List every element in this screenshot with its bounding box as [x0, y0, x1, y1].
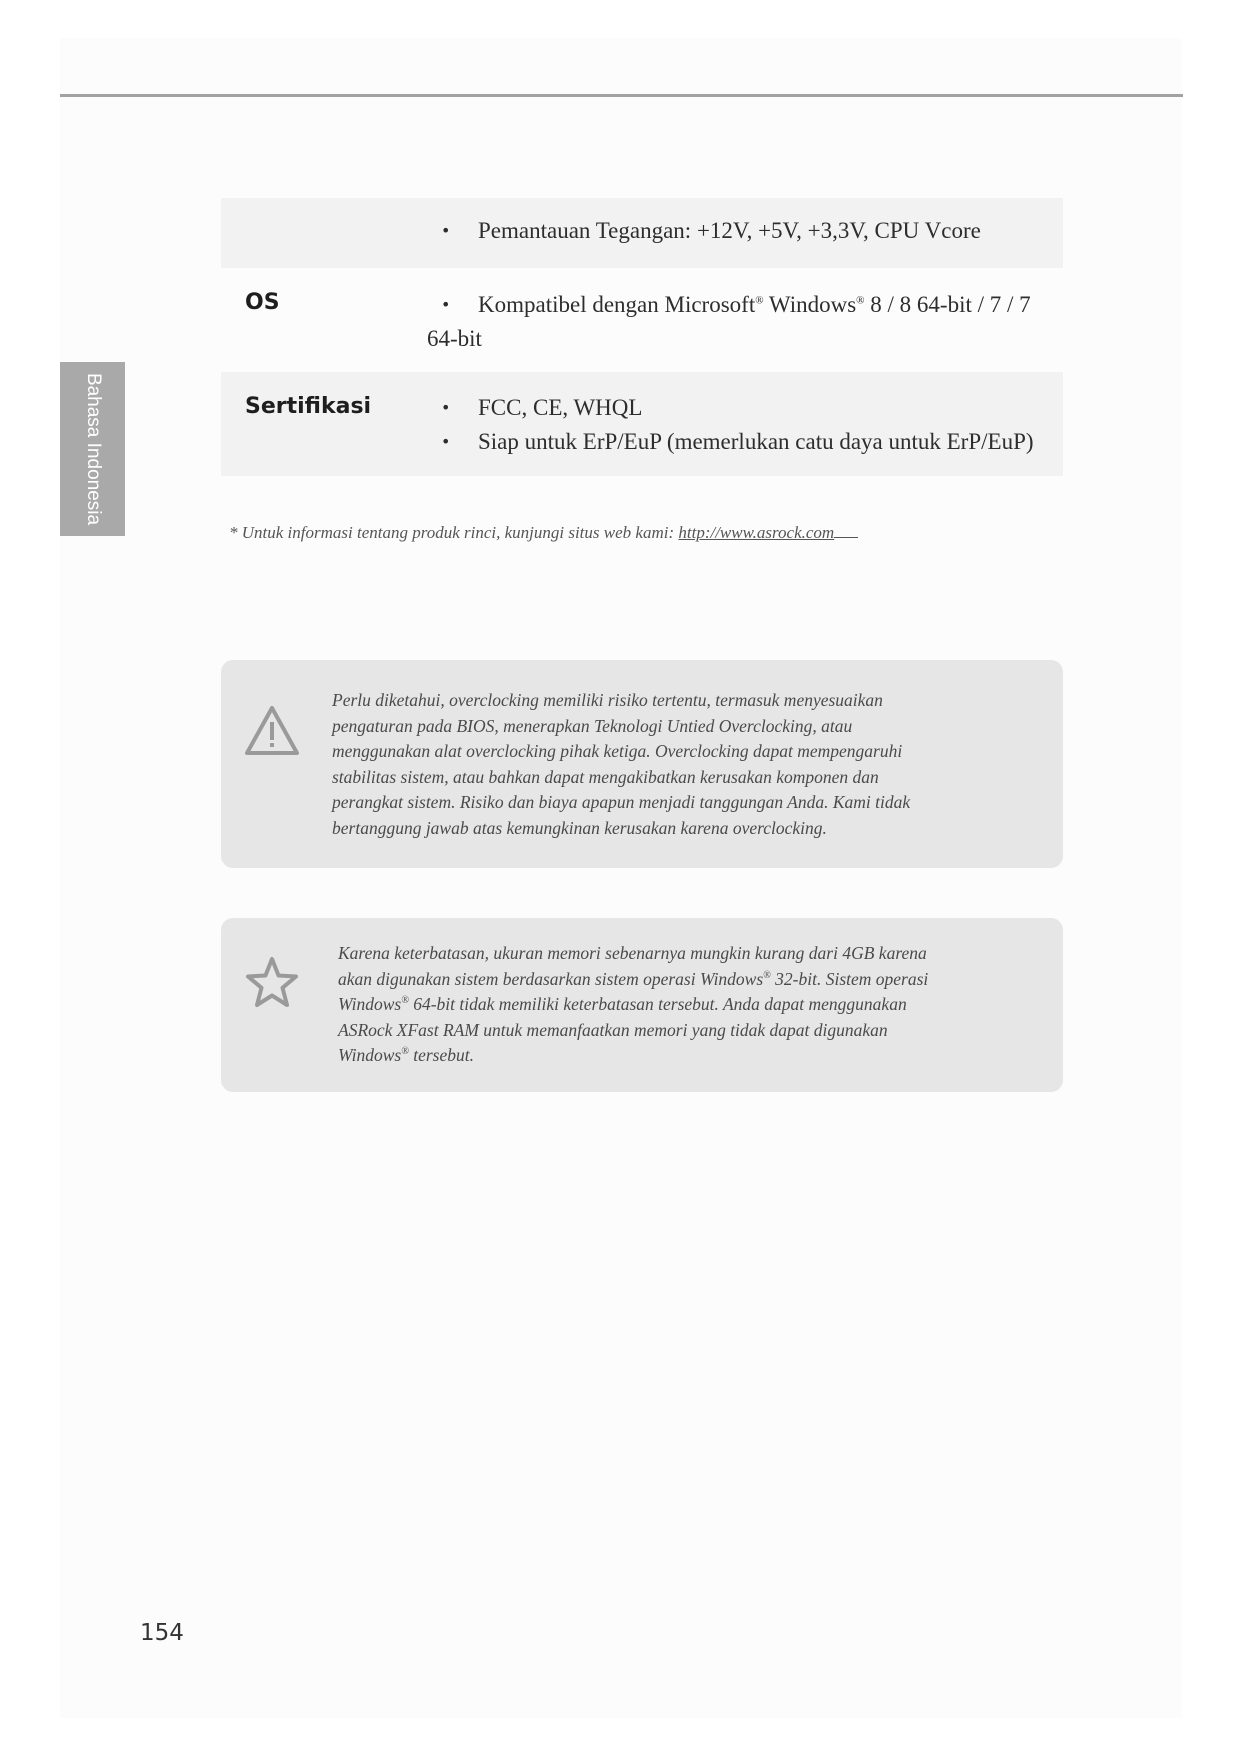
memory-note-line: ASRock XFast RAM untuk memanfaatkan memori yang tidak dapat digunakan — [338, 1019, 888, 1040]
star-icon — [243, 954, 301, 1012]
spec-label-certification: Sertifikasi — [245, 394, 372, 419]
spec-row-voltage — [221, 198, 1063, 268]
spec-item-certification-1 — [441, 391, 1051, 425]
spec-item-text: Kompatibel dengan Microsoft® Windows® 8 / 8 64-bit / 7 / 7 64-bit — [427, 292, 1031, 351]
spec-item-text: Siap untuk ErP/EuP (memerlukan catu daya untuk ErP/EuP) — [478, 429, 1034, 454]
memory-note-line: Windows® tersebut. — [338, 1045, 474, 1065]
spec-item-text: FCC, CE, WHQL — [478, 395, 643, 420]
footnote-text: * Untuk informasi tentang produk rinci, kunjungi situs web kami: — [229, 523, 679, 542]
spec-item-certification-2 — [441, 425, 1061, 459]
warning-triangle-icon — [243, 702, 301, 760]
spec-item-text: Pemantauan Tegangan: +12V, +5V, +3,3V, CPU Vcore — [478, 218, 981, 243]
overclocking-warning-note — [221, 660, 1063, 868]
memory-note-line: Karena keterbatasan, ukuran memori sebenarnya mungkin kurang dari 4GB karena — [338, 943, 927, 963]
bullet-icon: • — [441, 432, 451, 451]
memory-limitation-note — [221, 918, 1063, 1092]
memory-note-text — [338, 941, 978, 1069]
asrock-website-link[interactable]: http://www.asrock.com — [678, 523, 835, 542]
bullet-icon: • — [441, 398, 451, 417]
footnote-underline — [834, 523, 858, 538]
spec-label-os: OS — [245, 290, 280, 315]
language-side-tab-label: Bahasa Indonesia — [82, 372, 104, 526]
spec-item-voltage — [441, 214, 1051, 248]
memory-note-line: Windows® 64-bit tidak memiliki keterbatasan tersebut. Anda dapat menggunakan — [338, 994, 907, 1014]
spec-row-certification — [221, 372, 1063, 476]
bullet-icon: • — [441, 295, 451, 314]
memory-note-line: akan digunakan sistem berdasarkan sistem operasi Windows® 32-bit. Sistem operasi — [338, 968, 929, 989]
bullet-icon: • — [441, 221, 451, 240]
warning-note-text: Perlu diketahui, overclocking memiliki risiko tertentu, termasuk menyesuaikan pengaturan pada BIOS, menerapkan Teknologi Untied Overclocking, atau menggunakan alat overclocking pihak ketiga. Overclocking dapat mempengaruhi stabilitas sistem, atau bahkan dapat mengakibatkan kerusakan komponen dan perangkat sistem. Risiko dan biaya apapun menjadi tanggungan Anda. Kami tidak bertanggung jawab atas kemungkinan kerusakan karena overclocking. — [332, 690, 911, 838]
website-footnote — [229, 523, 858, 543]
language-side-tab — [60, 362, 125, 536]
page-number: 154 — [140, 1620, 184, 1646]
spec-row-os — [221, 268, 1063, 372]
spec-item-os — [427, 288, 1057, 356]
header-rule — [60, 94, 1183, 97]
